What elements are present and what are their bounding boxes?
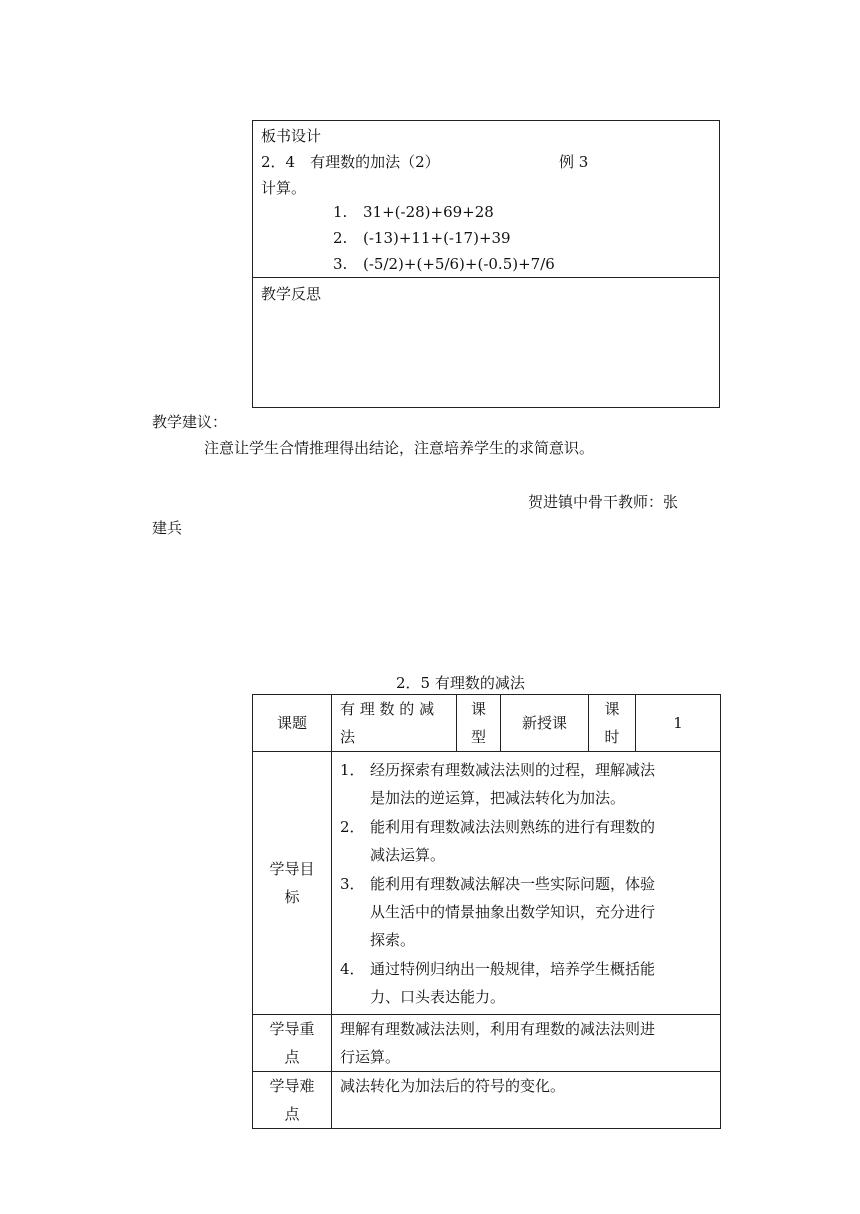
key-points-label: 学导重 点 xyxy=(253,1015,332,1072)
list-item: 2． 能利用有理数减法法则熟练的进行有理数的 减法运算。 xyxy=(340,818,656,864)
lesson-title: 2．5 有理数的减法 xyxy=(396,674,525,692)
board-divider xyxy=(253,277,719,278)
hours-value: 1 xyxy=(636,695,721,752)
list-item: 4． 通过特例归纳出一般规律，培养学生概括能 力、口头表达能力。 xyxy=(340,960,656,1006)
lesson-table xyxy=(252,694,721,1129)
list-item: 3． 能利用有理数减法解决一些实际问题，体验 从生活中的情景抽象出数学知识，充分进行 探索。 xyxy=(340,875,656,949)
topic-value: 有 理 数 的 减 法 xyxy=(332,695,457,752)
board-design-box xyxy=(252,120,720,408)
advice-label: 教学建议： xyxy=(152,413,228,431)
board-item-expression: 31+(-28)+69+28 xyxy=(363,203,494,221)
board-item-number: 3. xyxy=(333,255,348,273)
type-label: 课 型 xyxy=(457,695,501,752)
key-points-text: 理解有理数减法法则，利用有理数的减法法则进 行运算。 xyxy=(332,1015,721,1072)
topic-label: 课题 xyxy=(253,695,332,752)
board-section-title: 2．4 有理数的加法（2） xyxy=(261,153,440,171)
board-item-number: 2. xyxy=(333,229,348,247)
difficulty-label: 学导难 点 xyxy=(253,1072,332,1129)
table-row xyxy=(253,695,721,752)
author-line-continued: 建兵 xyxy=(152,519,183,537)
goals-cell xyxy=(332,752,721,1015)
list-item: 1． 经历探索有理数减法法则的过程，理解减法 是加法的逆运算，把减法转化为加法。 xyxy=(340,761,656,807)
board-heading: 板书设计 xyxy=(261,127,322,145)
difficulty-text: 减法转化为加法后的符号的变化。 xyxy=(332,1072,721,1129)
board-prompt: 计算。 xyxy=(261,179,307,197)
type-value: 新授课 xyxy=(501,695,589,752)
hours-label: 课 时 xyxy=(589,695,636,752)
table-row xyxy=(253,1072,721,1129)
board-example-label: 例 3 xyxy=(559,153,589,171)
table-row xyxy=(253,752,721,1015)
goals-label: 学导目 标 xyxy=(253,752,332,1015)
board-item-expression: (-5/2)+(+5/6)+(-0.5)+7/6 xyxy=(363,255,555,273)
reflection-heading: 教学反思 xyxy=(261,285,322,303)
board-item-number: 1. xyxy=(333,203,348,221)
table-row xyxy=(253,1015,721,1072)
author-line: 贺进镇中骨干教师：张 xyxy=(528,493,679,511)
board-item-expression: (-13)+11+(-17)+39 xyxy=(363,229,511,247)
advice-text: 注意让学生合情推理得出结论，注意培养学生的求简意识。 xyxy=(204,439,595,457)
